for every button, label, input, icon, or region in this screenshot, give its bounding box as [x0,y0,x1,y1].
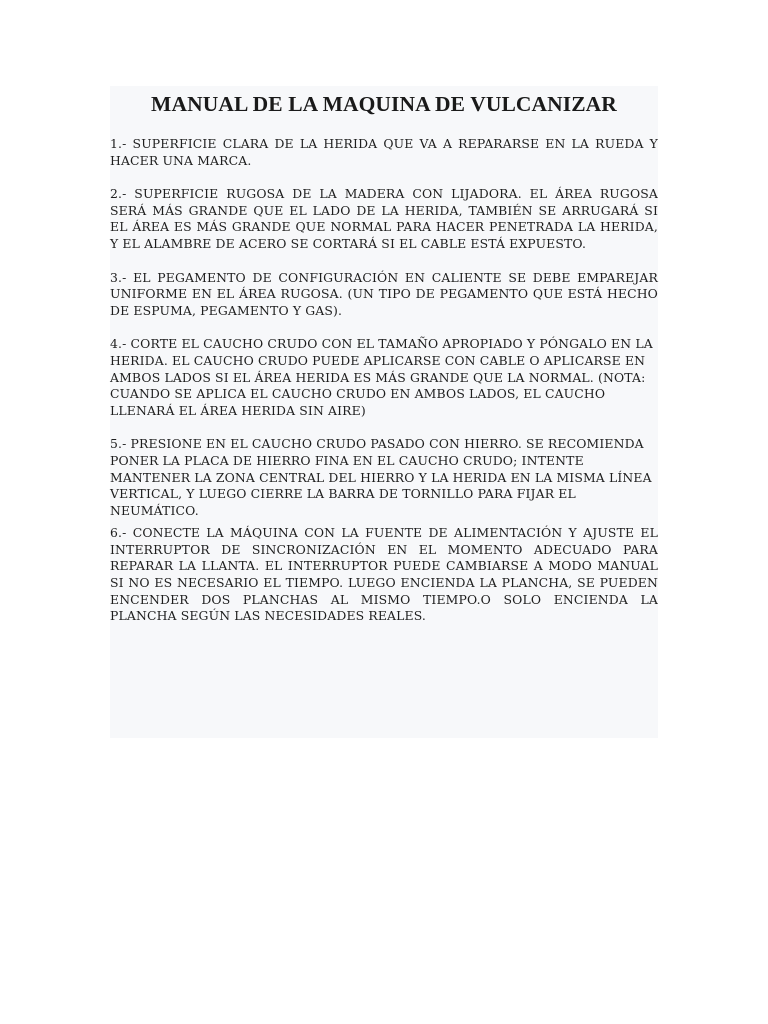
paragraph-step-6: 6.- CONECTE LA MÁQUINA CON LA FUENTE DE ALIMENTACIÓN Y AJUSTE EL INTERRUPTOR DE SINCRONIZACIÓN EN EL MOMENTO ADECUADO PARA REPARAR LA LLANTA. EL INTERRUPTOR PUEDE CAMBIARSE A MODO MANUAL SI NO ES NECESARIO EL TIEMPO. LUEGO ENCIENDA LA PLANCHA, SE PUEDEN ENCENDER DOS PLANCHAS AL MISMO TIEMPO.O SOLO ENCIENDA LA PLANCHA SEGÚN LAS NECESIDADES REALES. [110,525,658,624]
paragraph-step-5: 5.- PRESIONE EN EL CAUCHO CRUDO PASADO CON HIERRO. SE RECOMIENDA PONER LA PLACA DE HIERRO FINA EN EL CAUCHO CRUDO; INTENTE MANTENER LA ZONA CENTRAL DEL HIERRO Y LA HERIDA EN LA MISMA LÍNEA VERTICAL, Y LUEGO CIERRE LA BARRA DE TORNILLO PARA FIJAR EL NEUMÁTICO. [110,436,652,518]
document-page [110,86,658,738]
paragraph-step-4: 4.- CORTE EL CAUCHO CRUDO CON EL TAMAÑO APROPIADO Y PÓNGALO EN LA HERIDA. EL CAUCHO CRUDO PUEDE APLICARSE CON CABLE O APLICARSE EN AMBOS LADOS SI EL ÁREA HERIDA ES MÁS GRANDE QUE LA NORMAL. (NOTA: CUANDO SE APLICA EL CAUCHO CRUDO EN AMBOS LADOS, EL CAUCHO LLENARÁ EL ÁREA HERIDA SIN AIRE) [110,336,653,418]
document-body [110,136,658,625]
paragraph-step-2: 2.- SUPERFICIE RUGOSA DE LA MADERA CON LIJADORA. EL ÁREA RUGOSA SERÁ MÁS GRANDE QUE EL LADO DE LA HERIDA, TAMBIÉN SE ARRUGARÁ SI EL ÁREA ES MÁS GRANDE QUE NORMAL PARA HACER PENETRADA LA HERIDA, Y EL ALAMBRE DE ACERO SE CORTARÁ SI EL CABLE ESTÁ EXPUESTO. [110,186,658,251]
paragraph-step-3: 3.- EL PEGAMENTO DE CONFIGURACIÓN EN CALIENTE SE DEBE EMPAREJAR UNIFORME EN EL ÁREA RUGOSA. (UN TIPO DE PEGAMENTO QUE ESTÁ HECHO DE ESPUMA, PEGAMENTO Y GAS). [110,269,658,318]
paragraph-step-1: 1.- SUPERFICIE CLARA DE LA HERIDA QUE VA A REPARARSE EN LA RUEDA Y HACER UNA MARCA. [110,136,658,168]
document-title: MANUAL DE LA MAQUINA DE VULCANIZAR [151,92,617,116]
